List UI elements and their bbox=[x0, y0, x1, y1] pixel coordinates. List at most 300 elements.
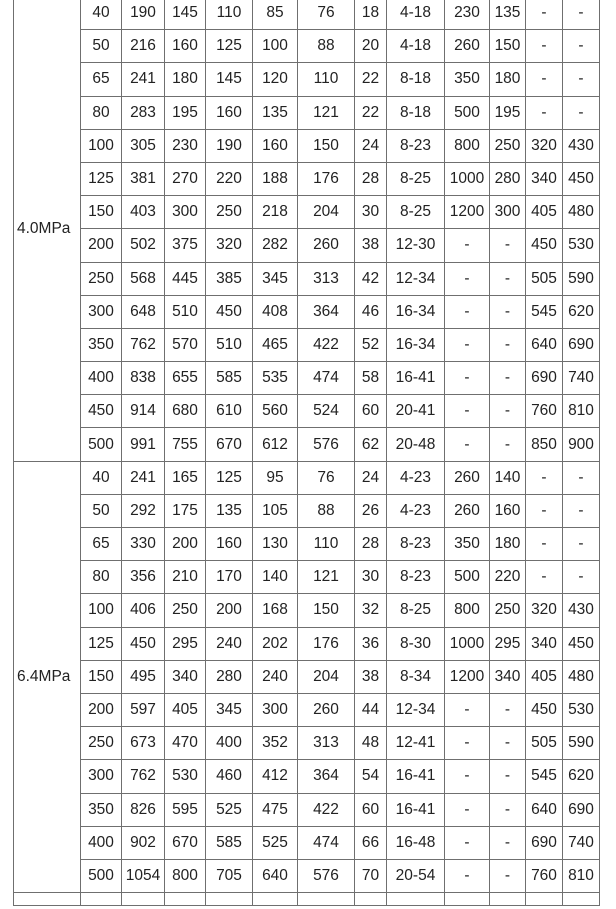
table-cell: 195 bbox=[490, 96, 526, 129]
table-cell: 216 bbox=[122, 30, 165, 63]
table-cell-empty bbox=[445, 893, 490, 906]
table-row bbox=[14, 826, 600, 859]
table-cell: 200 bbox=[206, 594, 253, 627]
table-cell: 135 bbox=[253, 96, 298, 129]
table-cell: 300 bbox=[253, 693, 298, 726]
table-cell: 30 bbox=[355, 561, 387, 594]
table-cell: 8-18 bbox=[387, 96, 445, 129]
table-cell: - bbox=[490, 760, 526, 793]
table-cell: 250 bbox=[490, 129, 526, 162]
table-cell: 340 bbox=[526, 162, 563, 195]
table-cell: 52 bbox=[355, 328, 387, 361]
table-cell: 405 bbox=[526, 196, 563, 229]
table-cell: 760 bbox=[526, 859, 563, 892]
table-cell: 620 bbox=[563, 760, 600, 793]
table-cell: 230 bbox=[445, 0, 490, 30]
table-cell: 12-30 bbox=[387, 229, 445, 262]
table-cell: 408 bbox=[253, 295, 298, 328]
table-cell-empty bbox=[165, 893, 206, 906]
table-cell: 280 bbox=[490, 162, 526, 195]
table-cell: 530 bbox=[165, 760, 206, 793]
table-cell: 690 bbox=[563, 328, 600, 361]
table-cell: 60 bbox=[355, 395, 387, 428]
table-cell: - bbox=[445, 362, 490, 395]
table-cell: 590 bbox=[563, 727, 600, 760]
table-cell: 673 bbox=[122, 727, 165, 760]
table-cell: 422 bbox=[298, 793, 355, 826]
table-cell: 670 bbox=[165, 826, 206, 859]
table-cell: - bbox=[445, 826, 490, 859]
table-row bbox=[14, 129, 600, 162]
table-cell: 412 bbox=[253, 760, 298, 793]
table-cell: - bbox=[490, 395, 526, 428]
table-cell: 280 bbox=[206, 660, 253, 693]
table-cell: 450 bbox=[81, 395, 122, 428]
table-cell: 180 bbox=[165, 63, 206, 96]
table-cell: 450 bbox=[563, 162, 600, 195]
table-cell: 8-25 bbox=[387, 162, 445, 195]
table-cell: 826 bbox=[122, 793, 165, 826]
table-cell: 356 bbox=[122, 561, 165, 594]
table-cell: 560 bbox=[253, 395, 298, 428]
table-cell: 800 bbox=[445, 129, 490, 162]
table-cell: 150 bbox=[490, 30, 526, 63]
table-cell: 66 bbox=[355, 826, 387, 859]
table-cell: 150 bbox=[81, 660, 122, 693]
table-cell: 260 bbox=[445, 30, 490, 63]
table-cell: 8-30 bbox=[387, 627, 445, 660]
table-cell: 313 bbox=[298, 262, 355, 295]
table-cell: 22 bbox=[355, 96, 387, 129]
table-cell: 80 bbox=[81, 561, 122, 594]
table-cell: - bbox=[490, 793, 526, 826]
table-cell: 510 bbox=[206, 328, 253, 361]
table-row bbox=[14, 229, 600, 262]
table-row bbox=[14, 693, 600, 726]
table-cell: 165 bbox=[165, 461, 206, 494]
table-cell: 24 bbox=[355, 461, 387, 494]
table-cell: 18 bbox=[355, 0, 387, 30]
table-cell: 330 bbox=[122, 528, 165, 561]
table-cell: 445 bbox=[165, 262, 206, 295]
table-cell-empty bbox=[298, 893, 355, 906]
table-row bbox=[14, 594, 600, 627]
table-cell: 20-54 bbox=[387, 859, 445, 892]
table-cell: 900 bbox=[563, 428, 600, 461]
table-cell: 690 bbox=[526, 362, 563, 395]
table-cell: - bbox=[526, 63, 563, 96]
table-cell: 240 bbox=[253, 660, 298, 693]
table-cell: 740 bbox=[563, 362, 600, 395]
table-cell: - bbox=[490, 362, 526, 395]
table-cell: 260 bbox=[298, 693, 355, 726]
table-cell: 1200 bbox=[445, 660, 490, 693]
table-cell: 195 bbox=[165, 96, 206, 129]
table-cell: 270 bbox=[165, 162, 206, 195]
table-row bbox=[14, 395, 600, 428]
table-cell: 690 bbox=[563, 793, 600, 826]
table-cell: 8-34 bbox=[387, 660, 445, 693]
table-cell: 85 bbox=[253, 0, 298, 30]
table-cell: - bbox=[445, 295, 490, 328]
table-cell: 110 bbox=[298, 63, 355, 96]
table-cell: - bbox=[490, 262, 526, 295]
table-cell: 121 bbox=[298, 561, 355, 594]
table-cell: 260 bbox=[298, 229, 355, 262]
table-cell: - bbox=[490, 826, 526, 859]
table-cell: 12-34 bbox=[387, 693, 445, 726]
table-cell-empty bbox=[14, 893, 81, 906]
table-cell: 502 bbox=[122, 229, 165, 262]
table-cell: 1200 bbox=[445, 196, 490, 229]
table-cell: - bbox=[563, 494, 600, 527]
table-cell: 8-25 bbox=[387, 594, 445, 627]
table-cell: 350 bbox=[445, 528, 490, 561]
table-cell: 240 bbox=[206, 627, 253, 660]
table-cell: 295 bbox=[490, 627, 526, 660]
table-cell: 36 bbox=[355, 627, 387, 660]
table-cell: 176 bbox=[298, 627, 355, 660]
table-cell: - bbox=[526, 96, 563, 129]
table-cell: - bbox=[563, 528, 600, 561]
table-cell: 32 bbox=[355, 594, 387, 627]
table-cell: 250 bbox=[165, 594, 206, 627]
table-cell: 500 bbox=[445, 561, 490, 594]
table-cell: 680 bbox=[165, 395, 206, 428]
table-cell: 648 bbox=[122, 295, 165, 328]
table-cell: 838 bbox=[122, 362, 165, 395]
table-cell: - bbox=[445, 428, 490, 461]
table-cell: 525 bbox=[206, 793, 253, 826]
table-cell: - bbox=[563, 96, 600, 129]
table-cell: 60 bbox=[355, 793, 387, 826]
table-cell: 46 bbox=[355, 295, 387, 328]
table-cell: 180 bbox=[490, 528, 526, 561]
table-cell: 530 bbox=[563, 229, 600, 262]
table-cell: 405 bbox=[526, 660, 563, 693]
table-cell: 640 bbox=[253, 859, 298, 892]
table-cell: 305 bbox=[122, 129, 165, 162]
table-cell: 76 bbox=[298, 461, 355, 494]
flange-dimension-table bbox=[13, 0, 600, 906]
table-cell: 130 bbox=[253, 528, 298, 561]
table-cell: 16-41 bbox=[387, 760, 445, 793]
table-cell: - bbox=[526, 494, 563, 527]
table-cell: 590 bbox=[563, 262, 600, 295]
table-cell: 4-23 bbox=[387, 494, 445, 527]
table-cell: 474 bbox=[298, 362, 355, 395]
table-cell: 705 bbox=[206, 859, 253, 892]
table-cell: 4-18 bbox=[387, 30, 445, 63]
table-cell: 220 bbox=[206, 162, 253, 195]
table-cell: 430 bbox=[563, 129, 600, 162]
table-cell: 20-48 bbox=[387, 428, 445, 461]
table-cell: 140 bbox=[490, 461, 526, 494]
table-cell: 16-34 bbox=[387, 295, 445, 328]
table-cell: - bbox=[490, 229, 526, 262]
table-cell: 200 bbox=[81, 229, 122, 262]
table-cell: 8-23 bbox=[387, 528, 445, 561]
table-row bbox=[14, 262, 600, 295]
table-cell: - bbox=[526, 0, 563, 30]
table-cell-empty bbox=[355, 893, 387, 906]
table-cell: 914 bbox=[122, 395, 165, 428]
table-cell: 400 bbox=[206, 727, 253, 760]
table-cell: 8-23 bbox=[387, 129, 445, 162]
table-row bbox=[14, 162, 600, 195]
table-row bbox=[14, 859, 600, 892]
table-cell: 218 bbox=[253, 196, 298, 229]
table-cell: 150 bbox=[81, 196, 122, 229]
table-cell: 204 bbox=[298, 196, 355, 229]
table-cell: 22 bbox=[355, 63, 387, 96]
table-cell: 260 bbox=[445, 461, 490, 494]
table-cell: 430 bbox=[563, 594, 600, 627]
table-cell: 135 bbox=[490, 0, 526, 30]
table-cell: 260 bbox=[445, 494, 490, 527]
table-row-partial bbox=[14, 893, 600, 906]
table-cell: 204 bbox=[298, 660, 355, 693]
table-cell: 576 bbox=[298, 428, 355, 461]
table-cell-empty bbox=[253, 893, 298, 906]
table-cell: 535 bbox=[253, 362, 298, 395]
table-cell: 44 bbox=[355, 693, 387, 726]
table-cell: - bbox=[526, 30, 563, 63]
table-cell: 241 bbox=[122, 63, 165, 96]
table-cell: 902 bbox=[122, 826, 165, 859]
table-cell: 460 bbox=[206, 760, 253, 793]
table-cell: 145 bbox=[206, 63, 253, 96]
table-cell: - bbox=[563, 0, 600, 30]
table-cell: 230 bbox=[165, 129, 206, 162]
table-cell: 58 bbox=[355, 362, 387, 395]
table-cell: 450 bbox=[526, 693, 563, 726]
table-cell: - bbox=[490, 328, 526, 361]
table-cell: 597 bbox=[122, 693, 165, 726]
table-cell: 755 bbox=[165, 428, 206, 461]
table-cell: 170 bbox=[206, 561, 253, 594]
table-cell: 762 bbox=[122, 328, 165, 361]
table-cell: 475 bbox=[253, 793, 298, 826]
table-cell: - bbox=[490, 295, 526, 328]
table-cell: 760 bbox=[526, 395, 563, 428]
table-cell: 125 bbox=[81, 162, 122, 195]
table-cell: 42 bbox=[355, 262, 387, 295]
table-cell: 125 bbox=[206, 30, 253, 63]
table-cell: 160 bbox=[253, 129, 298, 162]
table-cell: 375 bbox=[165, 229, 206, 262]
table-cell: 405 bbox=[165, 693, 206, 726]
table-cell: 38 bbox=[355, 660, 387, 693]
table-cell: 65 bbox=[81, 528, 122, 561]
table-cell: 406 bbox=[122, 594, 165, 627]
table-cell: 30 bbox=[355, 196, 387, 229]
table-cell: 350 bbox=[81, 793, 122, 826]
table-cell: 585 bbox=[206, 826, 253, 859]
table-cell: - bbox=[445, 693, 490, 726]
table-cell: 95 bbox=[253, 461, 298, 494]
table-cell: 850 bbox=[526, 428, 563, 461]
table-row bbox=[14, 63, 600, 96]
table-cell: 320 bbox=[526, 129, 563, 162]
table-cell: 241 bbox=[122, 461, 165, 494]
table-row bbox=[14, 561, 600, 594]
table-cell: 505 bbox=[526, 262, 563, 295]
table-cell: 352 bbox=[253, 727, 298, 760]
table-cell: - bbox=[563, 63, 600, 96]
table-cell: 12-41 bbox=[387, 727, 445, 760]
table-cell: 313 bbox=[298, 727, 355, 760]
table-cell: 340 bbox=[490, 660, 526, 693]
table-cell: 991 bbox=[122, 428, 165, 461]
table-cell: 495 bbox=[122, 660, 165, 693]
table-cell: 220 bbox=[490, 561, 526, 594]
table-cell: 200 bbox=[81, 693, 122, 726]
table-row bbox=[14, 760, 600, 793]
table-cell: 190 bbox=[122, 0, 165, 30]
table-cell-empty bbox=[563, 893, 600, 906]
table-cell: 140 bbox=[253, 561, 298, 594]
table-cell: 50 bbox=[81, 494, 122, 527]
table-row bbox=[14, 30, 600, 63]
table-cell: 300 bbox=[490, 196, 526, 229]
table-cell: 160 bbox=[490, 494, 526, 527]
table-cell: 150 bbox=[298, 594, 355, 627]
table-cell: 16-41 bbox=[387, 793, 445, 826]
table-cell: 1054 bbox=[122, 859, 165, 892]
table-cell: 135 bbox=[206, 494, 253, 527]
table-cell: 640 bbox=[526, 328, 563, 361]
table-cell-empty bbox=[490, 893, 526, 906]
table-row bbox=[14, 528, 600, 561]
table-row bbox=[14, 362, 600, 395]
table-cell: 100 bbox=[81, 594, 122, 627]
table-cell: 54 bbox=[355, 760, 387, 793]
table-cell: 150 bbox=[298, 129, 355, 162]
table-cell: 740 bbox=[563, 826, 600, 859]
table-row bbox=[14, 295, 600, 328]
table-cell: 320 bbox=[526, 594, 563, 627]
table-row bbox=[14, 660, 600, 693]
table-cell: - bbox=[563, 461, 600, 494]
table-cell: 524 bbox=[298, 395, 355, 428]
table-cell: 400 bbox=[81, 362, 122, 395]
table-cell: 110 bbox=[206, 0, 253, 30]
table-cell: - bbox=[445, 793, 490, 826]
table-cell: 8-23 bbox=[387, 561, 445, 594]
table-cell: 585 bbox=[206, 362, 253, 395]
table-cell: 175 bbox=[165, 494, 206, 527]
table-cell: - bbox=[445, 395, 490, 428]
table-cell: 40 bbox=[81, 0, 122, 30]
table-cell: 400 bbox=[81, 826, 122, 859]
table-cell: 568 bbox=[122, 262, 165, 295]
table-cell: 570 bbox=[165, 328, 206, 361]
table-cell: 62 bbox=[355, 428, 387, 461]
table-cell: 282 bbox=[253, 229, 298, 262]
table-cell: 26 bbox=[355, 494, 387, 527]
table-cell: 381 bbox=[122, 162, 165, 195]
table-row bbox=[14, 0, 600, 30]
table-cell: - bbox=[490, 428, 526, 461]
table-cell: 300 bbox=[165, 196, 206, 229]
table-row bbox=[14, 494, 600, 527]
table-cell: 28 bbox=[355, 528, 387, 561]
table-cell: 690 bbox=[526, 826, 563, 859]
table-cell: 350 bbox=[81, 328, 122, 361]
table-cell: 88 bbox=[298, 30, 355, 63]
table-cell: 1000 bbox=[445, 162, 490, 195]
table-cell: 670 bbox=[206, 428, 253, 461]
table-row bbox=[14, 461, 600, 494]
table-cell: 210 bbox=[165, 561, 206, 594]
table-cell: 121 bbox=[298, 96, 355, 129]
table-cell: - bbox=[526, 561, 563, 594]
table-cell-empty bbox=[526, 893, 563, 906]
table-row bbox=[14, 727, 600, 760]
table-cell: 525 bbox=[253, 826, 298, 859]
table-cell: 12-34 bbox=[387, 262, 445, 295]
table-cell: 450 bbox=[563, 627, 600, 660]
table-cell: 38 bbox=[355, 229, 387, 262]
table-cell: 300 bbox=[81, 760, 122, 793]
table-cell: 545 bbox=[526, 295, 563, 328]
table-cell: 810 bbox=[563, 859, 600, 892]
table-cell: 800 bbox=[445, 594, 490, 627]
table-cell: - bbox=[445, 727, 490, 760]
table-cell: 450 bbox=[122, 627, 165, 660]
table-cell: 40 bbox=[81, 461, 122, 494]
table-cell: 620 bbox=[563, 295, 600, 328]
table-cell: 612 bbox=[253, 428, 298, 461]
table-cell: 24 bbox=[355, 129, 387, 162]
table-cell: - bbox=[563, 561, 600, 594]
table-cell: 88 bbox=[298, 494, 355, 527]
table-cell: 610 bbox=[206, 395, 253, 428]
table-cell: 200 bbox=[165, 528, 206, 561]
table-cell: 364 bbox=[298, 295, 355, 328]
table-cell: 762 bbox=[122, 760, 165, 793]
table-cell: 70 bbox=[355, 859, 387, 892]
table-cell: 510 bbox=[165, 295, 206, 328]
table-row bbox=[14, 196, 600, 229]
pressure-rating-cell: 4.0MPa bbox=[14, 0, 81, 461]
table-cell: 4-23 bbox=[387, 461, 445, 494]
table-cell: 640 bbox=[526, 793, 563, 826]
table-cell: 100 bbox=[81, 129, 122, 162]
table-cell: 50 bbox=[81, 30, 122, 63]
table-cell: 283 bbox=[122, 96, 165, 129]
table-cell: 340 bbox=[526, 627, 563, 660]
table-cell: - bbox=[490, 859, 526, 892]
table-cell: 470 bbox=[165, 727, 206, 760]
table-cell: 202 bbox=[253, 627, 298, 660]
table-cell: 345 bbox=[206, 693, 253, 726]
table-cell: 810 bbox=[563, 395, 600, 428]
table-cell: 100 bbox=[253, 30, 298, 63]
table-cell: 160 bbox=[206, 96, 253, 129]
table-cell: 340 bbox=[165, 660, 206, 693]
table-cell: 20-41 bbox=[387, 395, 445, 428]
table-cell: 576 bbox=[298, 859, 355, 892]
table-cell: 345 bbox=[253, 262, 298, 295]
table-cell: 450 bbox=[206, 295, 253, 328]
table-cell: 350 bbox=[445, 63, 490, 96]
table-row bbox=[14, 328, 600, 361]
table-cell: 320 bbox=[206, 229, 253, 262]
table-cell: 65 bbox=[81, 63, 122, 96]
table-cell: 110 bbox=[298, 528, 355, 561]
